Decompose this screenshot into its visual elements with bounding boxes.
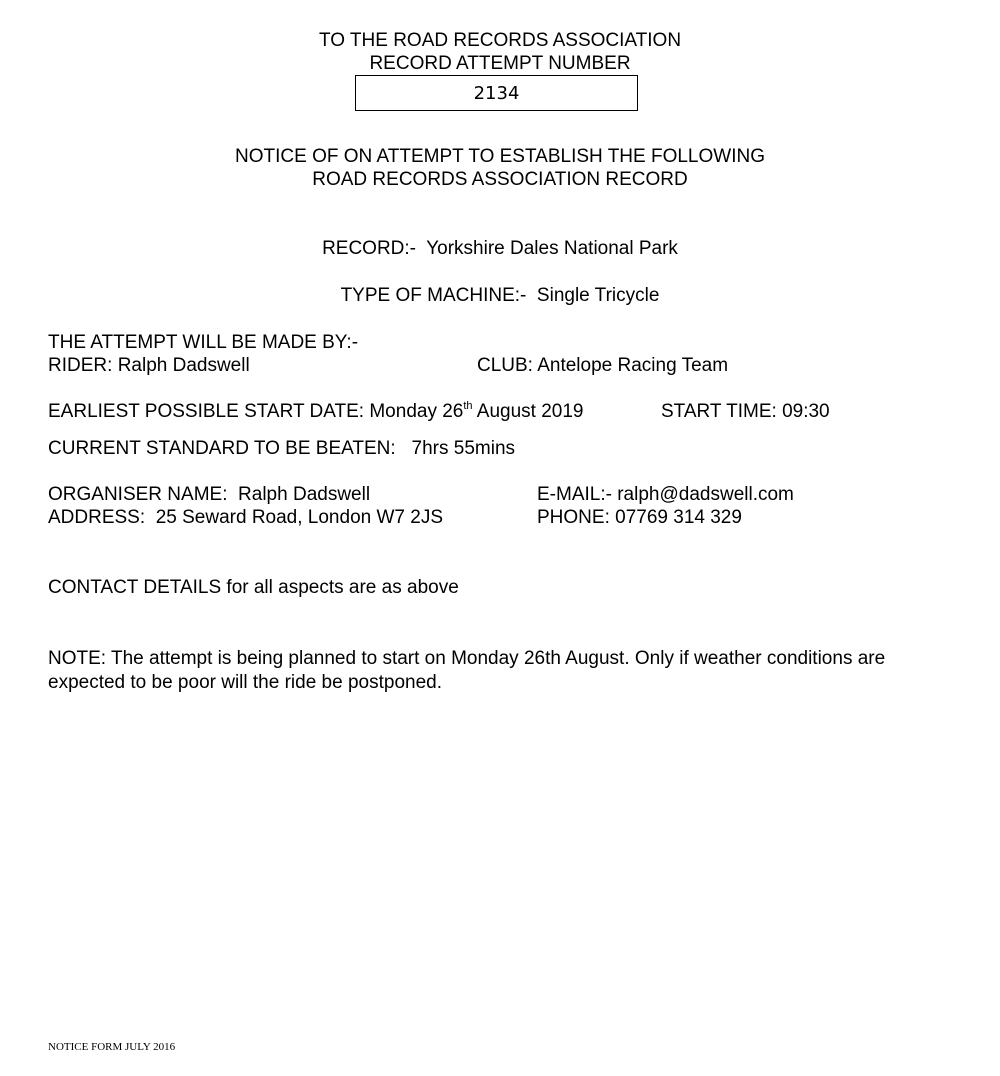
standard-value: 7hrs 55mins [411,438,516,459]
club-name: Antelope Racing Team [537,355,729,376]
note-paragraph: NOTE: The attempt is being planned to start on Monday 26th August. Only if weather conditions are expected to be poor will the ride be postponed. [48,648,886,693]
organiser-email: ralph@dadswell.com [617,484,794,505]
organiser-phone: 07769 314 329 [615,507,742,528]
notice-title-line2: ROAD RECORDS ASSOCIATION RECORD [312,169,688,190]
machine-row [0,284,1000,307]
organiser-email-label: E-MAIL:- [537,484,612,505]
organiser-name: Ralph Dadswell [238,484,371,505]
rider-name: Ralph Dadswell [117,355,250,376]
club-row [477,354,728,377]
attempt-number-box: 2134 [355,75,638,111]
start-date-rest: August 2019 [476,401,584,422]
organiser-address: 25 Seward Road, London W7 2JS [155,507,443,528]
record-label: RECORD:- [322,238,417,259]
notice-title-line1: NOTICE OF ON ATTEMPT TO ESTABLISH THE FOLLOWING [235,146,765,167]
start-date-label: EARLIEST POSSIBLE START DATE: [48,401,365,422]
record-row [0,237,1000,260]
club-label: CLUB: [477,355,533,376]
start-date-row [48,400,584,423]
start-time-value: 09:30 [782,401,830,422]
start-time-row [661,400,830,423]
standard-row [48,437,515,460]
organiser-name-row [48,483,370,506]
contact-details: CONTACT DETAILS for all aspects are as above [48,577,459,598]
organiser-name-label: ORGANISER NAME: [48,484,228,505]
start-date-ordinal: th [463,399,473,412]
record-value: Yorkshire Dales National Park [426,238,678,259]
machine-value: Single Tricycle [536,285,660,306]
rider-label: RIDER: [48,355,113,376]
header-addressee: TO THE ROAD RECORDS ASSOCIATION [318,30,682,51]
organiser-address-row [48,506,443,529]
header-attempt-number-label: RECORD ATTEMPT NUMBER [369,53,631,74]
organiser-phone-row [537,506,742,529]
attempt-heading: THE ATTEMPT WILL BE MADE BY:- [48,332,359,353]
organiser-phone-label: PHONE: [537,507,610,528]
start-time-label: START TIME: [661,401,777,422]
organiser-email-row [537,483,794,506]
machine-label: TYPE OF MACHINE:- [340,285,527,306]
start-date-prefix: Monday 26 [369,401,464,422]
standard-label: CURRENT STANDARD TO BE BEATEN: [48,438,396,459]
form-footer: NOTICE FORM JULY 2016 [48,1041,176,1053]
rider-row [48,354,250,377]
organiser-address-label: ADDRESS: [48,507,146,528]
